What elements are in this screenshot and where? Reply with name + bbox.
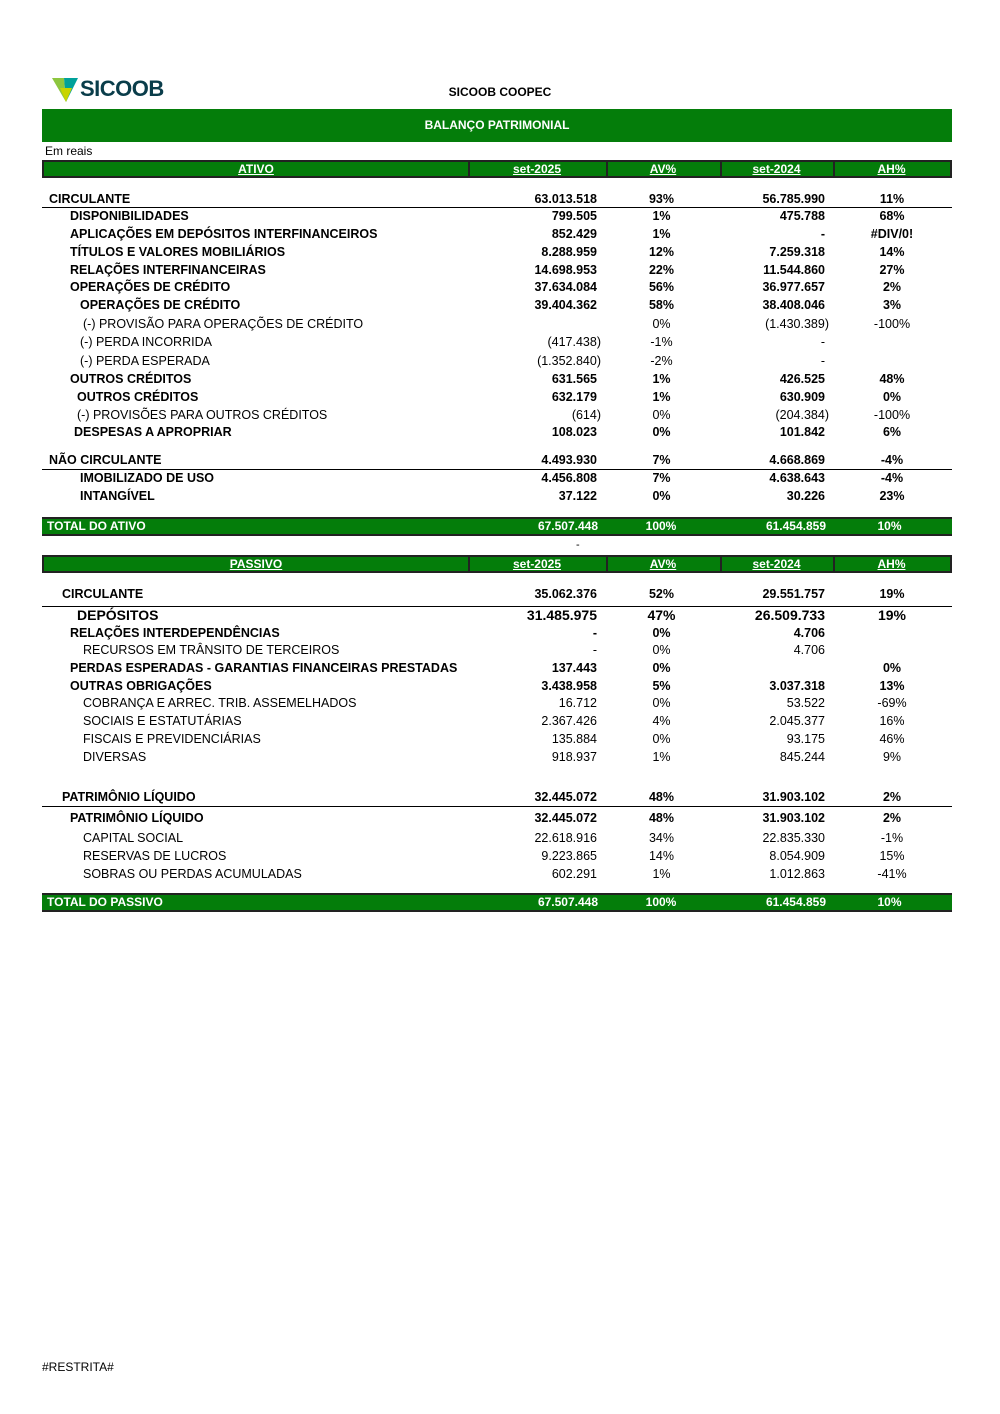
ativo-row xyxy=(0,225,1000,243)
av-percent: 0% xyxy=(652,408,671,422)
logo-text: SICOOB xyxy=(80,76,164,101)
label: TÍTULOS E VALORES MOBILIÁRIOS xyxy=(70,245,286,259)
value-set-2025: 3.438.958 xyxy=(541,679,597,693)
passivo-row xyxy=(0,624,1000,642)
value-set-2024: 30.226 xyxy=(786,489,825,503)
label: NÃO CIRCULANTE xyxy=(49,453,162,467)
report-title: BALANÇO PATRIMONIAL xyxy=(42,109,952,142)
passivo-row xyxy=(0,829,1000,847)
av-percent: -1% xyxy=(650,335,673,349)
ativo-row xyxy=(0,207,1000,225)
ah-percent: 48% xyxy=(879,372,905,386)
value-set-2024: - xyxy=(820,354,825,368)
label: PERDAS ESPERADAS - GARANTIAS FINANCEIRAS PRESTADAS xyxy=(70,661,458,675)
value-set-2024: 93.175 xyxy=(786,732,825,746)
av-percent: 0% xyxy=(652,661,671,675)
av-percent: 48% xyxy=(648,790,675,804)
label: OPERAÇÕES DE CRÉDITO xyxy=(70,280,231,294)
ativo-row xyxy=(0,333,1000,351)
value-set-2024: 475.788 xyxy=(779,209,825,223)
total-value-set-2024: 61.454.859 xyxy=(765,895,826,909)
av-percent: 34% xyxy=(648,831,675,845)
value-set-2025: 852.429 xyxy=(551,227,597,241)
ah-percent: 46% xyxy=(879,732,905,746)
passivo-header xyxy=(42,555,952,573)
value-set-2025: - xyxy=(592,643,597,657)
value-set-2025: 602.291 xyxy=(551,867,597,881)
value-set-2025: 2.367.426 xyxy=(541,714,597,728)
label: OPERAÇÕES DE CRÉDITO xyxy=(80,298,241,312)
ah-percent: 11% xyxy=(879,192,905,206)
total-value-set-2024: 61.454.859 xyxy=(765,519,826,533)
value-set-2024: 36.977.657 xyxy=(762,280,825,294)
ativo-row xyxy=(0,451,1000,469)
av-percent: 0% xyxy=(652,732,671,746)
label: OUTRAS OBRIGAÇÕES xyxy=(70,679,212,693)
label: COBRANÇA E ARREC. TRIB. ASSEMELHADOS xyxy=(83,696,357,710)
value-set-2025: 31.485.975 xyxy=(526,607,597,623)
classification-label: #RESTRITA# xyxy=(42,1360,114,1374)
av-percent: 0% xyxy=(652,489,671,503)
av-percent: 47% xyxy=(647,607,676,623)
value-set-2025: 108.023 xyxy=(551,425,597,439)
value-set-2024: 630.909 xyxy=(779,390,825,404)
value-set-2024: 26.509.733 xyxy=(754,607,825,623)
divider xyxy=(42,606,952,607)
passivo-row xyxy=(0,694,1000,712)
value-set-2024: 101.842 xyxy=(779,425,825,439)
ah-percent: -4% xyxy=(880,471,904,485)
passivo-col-header-av-percent[interactable]: AV% xyxy=(606,557,722,571)
value-set-2025: 32.445.072 xyxy=(534,790,597,804)
value-set-2024: 7.259.318 xyxy=(769,245,825,259)
passivo-row xyxy=(0,712,1000,730)
value-set-2024: 56.785.990 xyxy=(762,192,825,206)
value-set-2025: 135.884 xyxy=(551,732,597,746)
value-set-2025: 8.288.959 xyxy=(541,245,597,259)
value-set-2025: 14.698.953 xyxy=(534,263,597,277)
value-set-2024: 31.903.102 xyxy=(762,790,825,804)
ativo-row xyxy=(0,315,1000,333)
label: PATRIMÔNIO LÍQUIDO xyxy=(62,790,196,804)
value-set-2025: 632.179 xyxy=(551,390,597,404)
av-percent: 0% xyxy=(652,696,671,710)
ah-percent: 2% xyxy=(882,811,902,825)
company-name: SICOOB COOPEC xyxy=(448,85,552,99)
divider xyxy=(42,469,952,470)
passivo-row xyxy=(0,659,1000,677)
total-passivo-row xyxy=(42,893,952,912)
label: IMOBILIZADO DE USO xyxy=(80,471,215,485)
value-set-2024: (204.384) xyxy=(775,408,829,422)
value-set-2024: (1.430.389) xyxy=(765,317,829,331)
ativo-row xyxy=(0,261,1000,279)
value-set-2024: 29.551.757 xyxy=(762,587,825,601)
ativo-row xyxy=(0,423,1000,441)
av-percent: -2% xyxy=(650,354,673,368)
ah-percent: 13% xyxy=(879,679,905,693)
label: (-) PERDA INCORRIDA xyxy=(80,335,212,349)
total-label: TOTAL DO ATIVO xyxy=(47,519,146,533)
value-set-2025: 137.443 xyxy=(551,661,597,675)
av-percent: 7% xyxy=(652,471,671,485)
value-set-2025: 9.223.865 xyxy=(541,849,597,863)
value-set-2025: 32.445.072 xyxy=(534,811,597,825)
value-set-2025: 37.122 xyxy=(558,489,597,503)
passivo-col-header-value-set-2025[interactable]: set-2025 xyxy=(468,557,608,571)
value-set-2024: 53.522 xyxy=(786,696,825,710)
label: (-) PERDA ESPERADA xyxy=(80,354,210,368)
value-set-2025: - xyxy=(592,626,597,640)
value-set-2024: 4.706 xyxy=(793,626,825,640)
av-percent: 1% xyxy=(652,750,671,764)
total-av-percent: 100% xyxy=(645,519,677,533)
av-percent: 4% xyxy=(652,714,671,728)
ah-percent: 15% xyxy=(879,849,905,863)
value-set-2024: 8.054.909 xyxy=(769,849,825,863)
av-percent: 7% xyxy=(652,453,671,467)
label: CIRCULANTE xyxy=(62,587,144,601)
ativo-row xyxy=(0,388,1000,406)
ah-percent: 19% xyxy=(879,587,905,601)
ah-percent: 2% xyxy=(882,790,902,804)
value-set-2024: 31.903.102 xyxy=(762,811,825,825)
ah-percent: -100% xyxy=(873,317,911,331)
passivo-col-header-value-set-2024[interactable]: set-2024 xyxy=(720,557,835,571)
av-percent: 0% xyxy=(652,317,671,331)
ah-percent: -4% xyxy=(880,453,904,467)
av-percent: 1% xyxy=(652,372,671,386)
ativo-row xyxy=(0,243,1000,261)
total-ah-percent: 10% xyxy=(877,519,902,533)
ativo-row xyxy=(0,406,1000,424)
value-set-2024: - xyxy=(820,227,825,241)
ah-percent: -100% xyxy=(873,408,911,422)
passivo-row xyxy=(0,865,1000,883)
label: INTANGÍVEL xyxy=(80,489,155,503)
passivo-row xyxy=(0,748,1000,766)
value-set-2025: 918.937 xyxy=(551,750,597,764)
label: RECURSOS EM TRÂNSITO DE TERCEIROS xyxy=(83,643,340,657)
label: CAPITAL SOCIAL xyxy=(83,831,184,845)
av-percent: 1% xyxy=(652,867,671,881)
divider xyxy=(42,207,952,208)
value-set-2025: 39.404.362 xyxy=(534,298,597,312)
value-set-2024: 845.244 xyxy=(779,750,825,764)
passivo-row xyxy=(0,730,1000,748)
label: RESERVAS DE LUCROS xyxy=(83,849,227,863)
value-set-2025: (614) xyxy=(571,408,601,422)
value-set-2025: 4.456.808 xyxy=(541,471,597,485)
ativo-row xyxy=(0,296,1000,314)
value-set-2025: 63.013.518 xyxy=(534,192,597,206)
passivo-row xyxy=(0,847,1000,865)
ativo-col-header-value-set-2025[interactable]: set-2025 xyxy=(468,162,608,176)
ativo-col-header-av-percent[interactable]: AV% xyxy=(606,162,722,176)
av-percent: 1% xyxy=(652,227,671,241)
ah-percent: #DIV/0! xyxy=(870,227,914,241)
passivo-row xyxy=(0,641,1000,659)
value-set-2025: 35.062.376 xyxy=(534,587,597,601)
av-percent: 0% xyxy=(652,643,671,657)
av-percent: 1% xyxy=(652,390,671,404)
av-percent: 14% xyxy=(648,849,675,863)
value-set-2025: 16.712 xyxy=(558,696,597,710)
label: DIVERSAS xyxy=(83,750,147,764)
label: DISPONIBILIDADES xyxy=(70,209,189,223)
av-percent: 0% xyxy=(652,626,671,640)
av-percent: 22% xyxy=(648,263,675,277)
ah-percent: 6% xyxy=(882,425,902,439)
divider xyxy=(42,806,952,807)
ah-percent: 23% xyxy=(879,489,905,503)
label: APLICAÇÕES EM DEPÓSITOS INTERFINANCEIROS xyxy=(70,227,378,241)
ativo-header xyxy=(42,160,952,178)
label: (-) PROVISÕES PARA OUTROS CRÉDITOS xyxy=(77,408,328,422)
value-set-2024: - xyxy=(820,335,825,349)
label: RELAÇÕES INTERFINANCEIRAS xyxy=(70,263,266,277)
label: PATRIMÔNIO LÍQUIDO xyxy=(70,811,204,825)
value-set-2024: 11.544.860 xyxy=(763,263,825,277)
passivo-row xyxy=(0,788,1000,806)
ativo-row xyxy=(0,370,1000,388)
total-ah-percent: 10% xyxy=(877,895,902,909)
value-set-2024: 1.012.863 xyxy=(769,867,825,881)
ativo-row xyxy=(0,352,1000,370)
ativo-col-header-value-set-2024[interactable]: set-2024 xyxy=(720,162,835,176)
av-percent: 1% xyxy=(652,209,671,223)
av-percent: 93% xyxy=(648,192,675,206)
passivo-col-header-label[interactable]: PASSIVO xyxy=(44,557,470,571)
value-set-2024: 4.706 xyxy=(793,643,825,657)
label: (-) PROVISÃO PARA OPERAÇÕES DE CRÉDITO xyxy=(83,317,364,331)
value-set-2025: 631.565 xyxy=(551,372,597,386)
total-value-set-2025: 67.507.448 xyxy=(537,895,598,909)
label: SOCIAIS E ESTATUTÁRIAS xyxy=(83,714,242,728)
ativo-row xyxy=(0,469,1000,487)
label: OUTROS CRÉDITOS xyxy=(77,390,199,404)
ativo-col-header-ah-percent[interactable]: AH% xyxy=(877,162,906,176)
ah-percent: 14% xyxy=(879,245,905,259)
ativo-row xyxy=(0,487,1000,505)
separator-dash: - xyxy=(576,539,580,551)
value-set-2025: 799.505 xyxy=(551,209,597,223)
value-set-2024: 2.045.377 xyxy=(769,714,825,728)
ah-percent: 0% xyxy=(882,661,902,675)
label: RELAÇÕES INTERDEPENDÊNCIAS xyxy=(70,626,280,640)
ativo-row xyxy=(0,278,1000,296)
ah-percent: -69% xyxy=(877,696,907,710)
label: DESPESAS A APROPRIAR xyxy=(74,425,232,439)
ah-percent: 68% xyxy=(879,209,905,223)
passivo-row xyxy=(0,809,1000,827)
total-av-percent: 100% xyxy=(645,895,677,909)
value-set-2024: 38.408.046 xyxy=(762,298,825,312)
value-set-2024: 426.525 xyxy=(779,372,825,386)
passivo-col-header-ah-percent[interactable]: AH% xyxy=(877,557,906,571)
av-percent: 56% xyxy=(648,280,675,294)
value-set-2025: 37.634.084 xyxy=(534,280,597,294)
total-value-set-2025: 67.507.448 xyxy=(537,519,598,533)
value-set-2024: 22.835.330 xyxy=(762,831,825,845)
av-percent: 52% xyxy=(648,587,675,601)
ah-percent: -41% xyxy=(877,867,907,881)
value-set-2024: 4.638.643 xyxy=(769,471,825,485)
value-set-2024: 3.037.318 xyxy=(769,679,825,693)
ah-percent: 19% xyxy=(877,607,907,623)
passivo-row xyxy=(0,606,1000,624)
ah-percent: 0% xyxy=(882,390,902,404)
ah-percent: 16% xyxy=(879,714,905,728)
value-set-2025: (417.438) xyxy=(547,335,601,349)
total-label: TOTAL DO PASSIVO xyxy=(47,895,163,909)
label: SOBRAS OU PERDAS ACUMULADAS xyxy=(83,867,302,881)
value-set-2025: 4.493.930 xyxy=(541,453,597,467)
av-percent: 5% xyxy=(652,679,671,693)
currency-note: Em reais xyxy=(45,144,93,158)
ah-percent: 27% xyxy=(879,263,905,277)
ah-percent: 2% xyxy=(882,280,902,294)
label: FISCAIS E PREVIDENCIÁRIAS xyxy=(83,732,261,746)
av-percent: 0% xyxy=(652,425,671,439)
av-percent: 58% xyxy=(648,298,675,312)
label: CIRCULANTE xyxy=(49,192,131,206)
value-set-2025: 22.618.916 xyxy=(534,831,597,845)
total-ativo-row xyxy=(42,517,952,536)
passivo-row xyxy=(0,585,1000,603)
av-percent: 12% xyxy=(648,245,675,259)
passivo-row xyxy=(0,677,1000,695)
label: OUTROS CRÉDITOS xyxy=(70,372,192,386)
label: DEPÓSITOS xyxy=(77,607,159,623)
av-percent: 48% xyxy=(648,811,675,825)
ah-percent: 9% xyxy=(882,750,902,764)
ah-percent: -1% xyxy=(880,831,904,845)
value-set-2025: (1.352.840) xyxy=(537,354,601,368)
ativo-col-header-label[interactable]: ATIVO xyxy=(44,162,470,176)
ah-percent: 3% xyxy=(882,298,902,312)
ativo-row xyxy=(0,190,1000,208)
value-set-2024: 4.668.869 xyxy=(769,453,825,467)
